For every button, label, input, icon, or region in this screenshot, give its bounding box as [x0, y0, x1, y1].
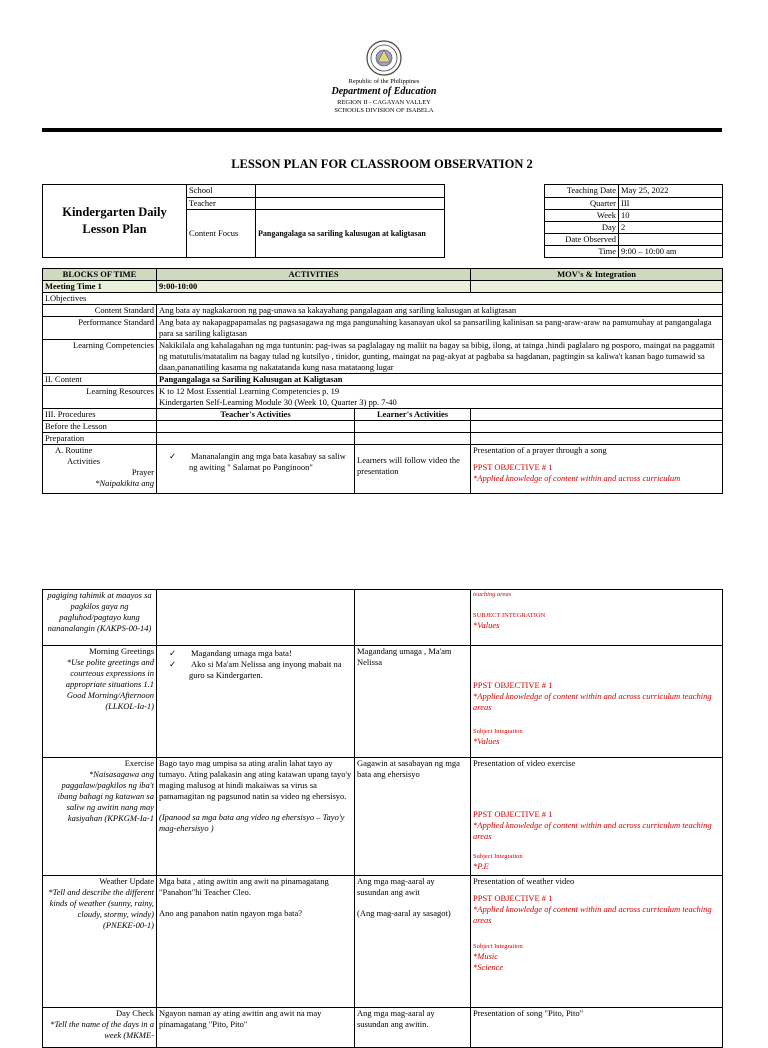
routine-label-2: Activities	[67, 456, 101, 466]
weather-learner-2: (Ang mag-aaral ay sasagot)	[357, 908, 451, 918]
ppst-objective-4: PPST OBJECTIVE # 1	[473, 893, 553, 903]
preparation: Preparation	[43, 433, 157, 445]
activities-table-page1	[42, 268, 723, 494]
date-observed-value	[619, 234, 723, 246]
deped-seal	[366, 40, 402, 76]
performance-standard-text: Ang bata ay nakapagpapamalas ng pagsasagawa ng mga pangunahing kasanayan ukol sa pansariling kalinisan sa pang-araw-araw na pamumuhay at pangangalaga para sa sariling kaligtasan	[157, 317, 723, 340]
teacher-label: Teacher	[187, 198, 256, 210]
exercise-learner: Gagawin at sasabayan ng mga bata ang ehersisyo	[355, 758, 471, 876]
science-integration: *Science	[473, 962, 504, 972]
school-value	[256, 185, 445, 198]
greetings-note: *Use polite greetings and courteous expressions in appropriate situations 1.1 Good Morning/Afternoon (LLKOL-Ia-1)	[65, 657, 154, 711]
week-value: 10	[619, 210, 723, 222]
region-text: REGION II - CAGAYAN VALLEY	[337, 99, 431, 106]
day-check-teacher: Ngayon naman ay ating awitin ang awit na may pinamagatang "Pito, Pito"	[157, 1008, 355, 1048]
resources-label: Learning Resources	[43, 386, 157, 409]
prayer-note: *Naipakikita ang	[95, 478, 154, 488]
teachers-activities-header: Teacher's Activities	[157, 409, 355, 421]
subject-integration-3: Subject Integration	[473, 853, 523, 860]
greetings-learner: Magandang umaga , Ma'am Nelissa	[355, 646, 471, 758]
content-focus-label: Content Focus	[187, 210, 256, 258]
exercise-teacher-note: (Ipanood sa mga bata ang video ng ehersisyo – Tayo'y mag-ehersisyo )	[159, 812, 345, 833]
header-blocks-of-time: BLOCKS OF TIME	[43, 269, 157, 281]
ppst-text-3: *Applied knowledge of content within and across curriculum teaching areas	[473, 820, 712, 841]
info-table	[42, 184, 723, 258]
resources-line-1: K to 12 Most Essential Learning Competencies p. 19	[159, 386, 340, 396]
day-check-mov: Presentation of song "Pito, Pito"	[471, 1008, 723, 1048]
before-lesson: Before the Lesson	[43, 421, 157, 433]
ppst-text-4: *Applied knowledge of content within and across curriculum teaching areas	[473, 904, 712, 925]
header-activities: ACTIVITIES	[157, 269, 471, 281]
weather-teacher-2: Ano ang panahon natin ngayon mga bata?	[159, 908, 303, 918]
exercise-teacher: Bago tayo mag umpisa sa ating aralin lahat tayo ay tumayo. Ating palakasin ang ating katawan upang tayo'y maging malusog at hindi makaiwas sa virus sa pamamagitan ng pagsunod natin sa video ng ehersisyo.	[159, 758, 352, 801]
checkmark-icon: ✓	[169, 451, 177, 461]
time-label: Time	[545, 246, 619, 258]
prayer-learner-text: Learners will follow video the presentation	[355, 445, 471, 494]
page-title: LESSON PLAN FOR CLASSROOM OBSERVATION 2	[231, 157, 533, 171]
teaching-areas-continued: teaching areas	[473, 591, 512, 598]
division-text: SCHOOLS DIVISION OF ISABELA	[334, 107, 434, 114]
ppst-objective-1: PPST OBJECTIVE # 1	[473, 462, 553, 472]
day-label: Day	[545, 222, 619, 234]
content-standard-label: Content Standard	[43, 305, 157, 317]
values-1: *Values	[473, 620, 500, 630]
republic-text: Republic of the Philippines	[348, 78, 420, 85]
content-label: II. Content	[43, 374, 157, 386]
greetings-label: Morning Greetings	[89, 646, 154, 656]
day-check-label: Day Check	[115, 1008, 154, 1018]
subject-integration-4: Subject Integration	[473, 943, 523, 950]
department-text: Department of Education	[331, 86, 437, 97]
activities-table-page2	[42, 589, 723, 1048]
exercise-note: *Naisasagawa ang paggalaw/pagkilos ng iba't ibang bahagi ng katawan sa saliw ng awitin nang may kasiyahan (KPKGM-Ia-1	[57, 769, 154, 823]
exercise-mov: Presentation of video exercise	[473, 758, 576, 768]
resources-line-2: Kindergarten Self-Learning Module 30 (Week 10, Quarter 3) pp. 7-40	[159, 397, 397, 407]
ppst-objective-2: PPST OBJECTIVE # 1	[473, 680, 553, 690]
content-focus-value: Pangangalaga sa sariling kalusugan at kaligtasan	[256, 210, 445, 258]
prayer-note-continued: pagiging tahimik at maayos sa pagkilos gaya ng pagluhod/pagtayo kung nananalangin (KAKPS-00-14)	[43, 590, 157, 646]
day-check-note: *Tell the name of the days in a week (MKME-	[50, 1019, 154, 1040]
values-2: *Values	[473, 736, 500, 746]
day-check-learner: Ang mga mag-aaral ay susundan ang awitin.	[355, 1008, 471, 1048]
quarter-value: III	[619, 198, 723, 210]
header-rule	[42, 128, 722, 132]
header-movs: MOV's & Integration	[471, 269, 723, 281]
teaching-date-label: Teaching Date	[545, 185, 619, 198]
learners-activities-header: Learner's Activities	[355, 409, 471, 421]
routine-label-1: A. Routine	[55, 445, 93, 455]
competencies-label: Learning Competencies	[43, 340, 157, 374]
plan-title-1: Kindergarten Daily	[62, 205, 167, 219]
date-observed-label: Date Observed	[545, 234, 619, 246]
procedures-label: III. Procedures	[43, 409, 157, 421]
ppst-objective-3: PPST OBJECTIVE # 1	[473, 809, 553, 819]
exercise-label: Exercise	[124, 758, 154, 768]
weather-learner-1: Ang mga mag-aaral ay susundan ang awit	[357, 876, 435, 897]
subject-integration-caps: SUBJECT INTEGRATION	[473, 612, 546, 619]
weather-mov: Presentation of weather video	[473, 876, 575, 886]
weather-teacher-1: Mga bata , ating awitin ang awit na pinamagatang "Panahon"hi Teacher Cleo.	[159, 876, 329, 897]
ppst-text-2: *Applied knowledge of content within and across curriculum teaching areas	[473, 691, 712, 712]
content-standard-text: Ang bata ay nagkakaroon ng pag-unawa sa kakayahang pangalagaan ang sariling kalusugan at kaligtasan	[157, 305, 723, 317]
day-value: 2	[619, 222, 723, 234]
prayer-mov: Presentation of a prayer through a song	[473, 445, 607, 455]
prayer-teacher-text: Mananalangin ang mga bata kasabay sa saliw ng awiting " Salamat po Panginoon"	[189, 451, 346, 472]
plan-title-2: Lesson Plan	[82, 222, 147, 236]
pe-integration: *P.E	[473, 861, 489, 871]
checkmark-icon: ✓	[169, 648, 177, 658]
greetings-teacher-1: Magandang umaga mga bata!	[191, 648, 292, 658]
checkmark-icon: ✓	[169, 659, 177, 669]
meeting-time: Meeting Time 1	[43, 281, 157, 293]
subject-integration-2: Subject Integration	[473, 728, 523, 735]
school-label: School	[187, 185, 256, 198]
weather-label: Weather Update	[99, 876, 154, 886]
ppst-text-1: *Applied knowledge of content within and across curriculum	[473, 473, 681, 483]
week-label: Week	[545, 210, 619, 222]
quarter-label: Quarter	[545, 198, 619, 210]
competencies-text: Nakikilala ang kahalagahan ng mga tuntunin: pag-iwas sa paglalagay ng maliit na bagay sa bibig, ilong, at tainga ,hindi paglalaro ng posporo, maingat na paggamit ng matutulis/matatalim na bagay tulad ng kutsilyo , tinidor, gunting, maingat na pag-akyat at pagbaba sa hagdanan, pagtingin sa kaliwa't kanan bago tumawid sa daan,pananatiling kasama ng nakatatanda kung nasa matataong lugar	[157, 340, 723, 374]
meeting-hours: 9:00-10:00	[157, 281, 471, 293]
prayer-label: Prayer	[131, 467, 154, 477]
time-value: 9:00 – 10:00 am	[619, 246, 723, 258]
teaching-date-value: May 25, 2022	[619, 185, 723, 198]
teacher-value	[256, 198, 445, 210]
music-integration: *Music	[473, 951, 499, 961]
performance-standard-label: Performance Standard	[43, 317, 157, 340]
content-value: Pangangalaga sa Sariling Kalusugan at Kaligtasan	[157, 374, 723, 386]
greetings-teacher-2: Ako si Ma'am Nelissa ang inyong mabait na guro sa Kindergarten.	[189, 659, 342, 680]
objectives-heading: I.Objectives	[43, 293, 723, 305]
weather-note: *Tell and describe the different kinds of weather (sunny, rainy, cloudy, stormy, windy) (PNEKE-00-1)	[48, 887, 154, 930]
